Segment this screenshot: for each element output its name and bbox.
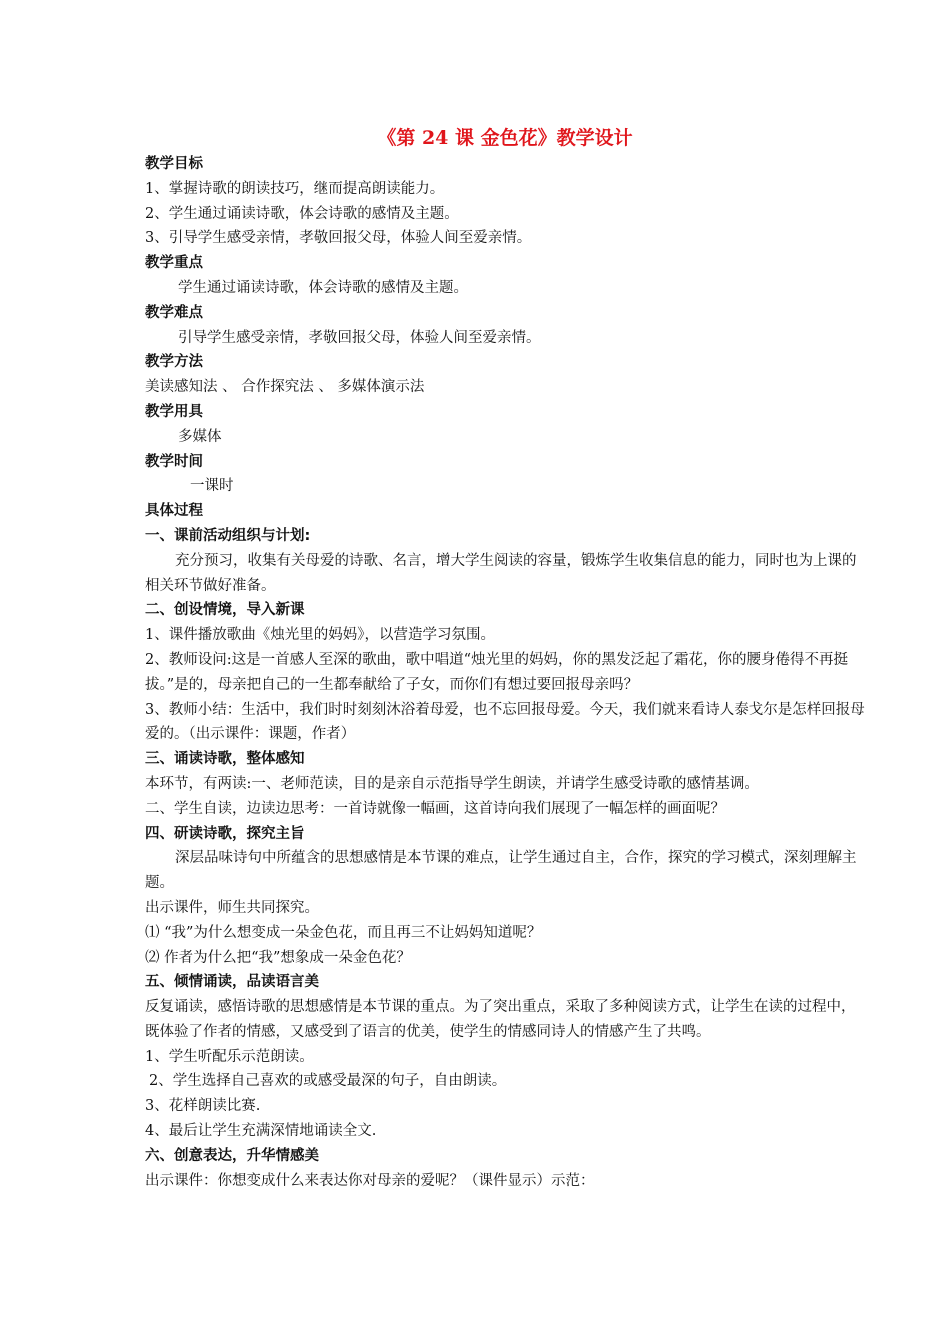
section-6-text: 出示课件：你想变成什么来表达你对母亲的爱呢？（课件显示）示范：	[145, 1172, 595, 1189]
heading-tools: 教学用具	[145, 403, 203, 420]
section-4-question: ⑵ 作者为什么把“我”想象成一朵金色花？	[145, 949, 411, 966]
tools-text: 多媒体	[178, 428, 222, 445]
section-2-item: 1、课件播放歌曲《烛光里的妈妈》，以营造学习氛围。	[145, 627, 495, 644]
heading-process: 具体过程	[145, 503, 203, 520]
section-1-paragraph: 充分预习，收集有关母爱的诗歌、名言，增大学生阅读的容量，锻炼学生收集信息的能力，同时也为上课的相关环节做好准备。	[145, 552, 857, 594]
section-2-item: 2、教师设问:这是一首感人至深的歌曲，歌中唱道“烛光里的妈妈，你的黑发泛起了霜花，你的腰身倦得不再挺拔。”是的，母亲把自己的一生都奉献给了子女，而你们有想过要回报母亲吗？	[145, 651, 849, 693]
section-5-item: 2、学生选择自己喜欢的或感受最深的句子，自由朗读。	[149, 1073, 507, 1090]
goal-item: 3、引导学生感受亲情，孝敬回报父母，体验人间至爱亲情。	[145, 230, 532, 247]
section-5-heading: 五、倾情诵读，品读语言美	[145, 974, 319, 991]
goal-item: 2、学生通过诵读诗歌，体会诗歌的感情及主题。	[145, 205, 459, 222]
section-3-heading: 三、诵读诗歌，整体感知	[145, 751, 305, 768]
section-2-heading: 二、创设情境，导入新课	[145, 602, 305, 619]
method-text: 美读感知法 、 合作探究法 、 多媒体演示法	[145, 379, 425, 396]
section-1-heading: 一、课前活动组织与计划:	[145, 527, 311, 544]
document-title: 《第 24 课 金色花》教学设计	[377, 127, 633, 149]
section-6-heading: 六、创意表达，升华情感美	[145, 1147, 319, 1164]
goal-item: 1、掌握诗歌的朗读技巧，继而提高朗读能力。	[145, 180, 445, 197]
focus-text: 学生通过诵读诗歌，体会诗歌的感情及主题。	[178, 279, 468, 296]
section-4-heading: 四、研读诗歌，探究主旨	[145, 825, 305, 842]
section-2-item: 3、教师小结：生活中，我们时时刻刻沐浴着母爱，也不忘回报母爱。今天，我们就来看诗人泰戈尔是怎样回报母爱的。（出示课件：课题，作者）	[145, 701, 865, 743]
section-4-question: ⑴ “我”为什么想变成一朵金色花，而且再三不让妈妈知道呢？	[145, 924, 542, 941]
section-5-item: 1、学生听配乐示范朗读。	[145, 1048, 314, 1065]
heading-focus: 教学重点	[145, 255, 203, 272]
section-5-item: 3、花样朗读比赛.	[145, 1098, 261, 1115]
section-5-paragraph: 反复诵读，感悟诗歌的思想感情是本节课的重点。为了突出重点，采取了多种阅读方式，让学生在读的过程中，既体验了作者的情感，又感受到了语言的优美，使学生的情感同诗人的情感产生了共鸣。	[145, 999, 856, 1040]
heading-goals: 教学目标	[145, 156, 203, 172]
section-3-item: 本环节，有两读:一、老师范读，目的是亲自示范指导学生朗读，并请学生感受诗歌的感情基调。	[145, 775, 759, 792]
heading-time: 教学时间	[145, 453, 203, 470]
section-4-item: 出示课件，师生共同探究。	[145, 899, 319, 916]
time-text: 一课时	[190, 478, 234, 495]
section-4-paragraph: 深层品味诗句中所蕴含的思想感情是本节课的难点，让学生通过自主，合作，探究的学习模式，深刻理解主题。	[145, 850, 857, 892]
heading-method: 教学方法	[145, 354, 203, 371]
section-3-item: 二、学生自读，边读边思考：一首诗就像一幅画，这首诗向我们展现了一幅怎样的画面呢？	[145, 800, 725, 817]
document-page	[145, 124, 865, 1193]
section-5-item: 4、最后让学生充满深情地诵读全文.	[145, 1123, 377, 1140]
difficulty-text: 引导学生感受亲情，孝敬回报父母，体验人间至爱亲情。	[178, 329, 541, 346]
heading-difficulty: 教学难点	[145, 304, 203, 321]
